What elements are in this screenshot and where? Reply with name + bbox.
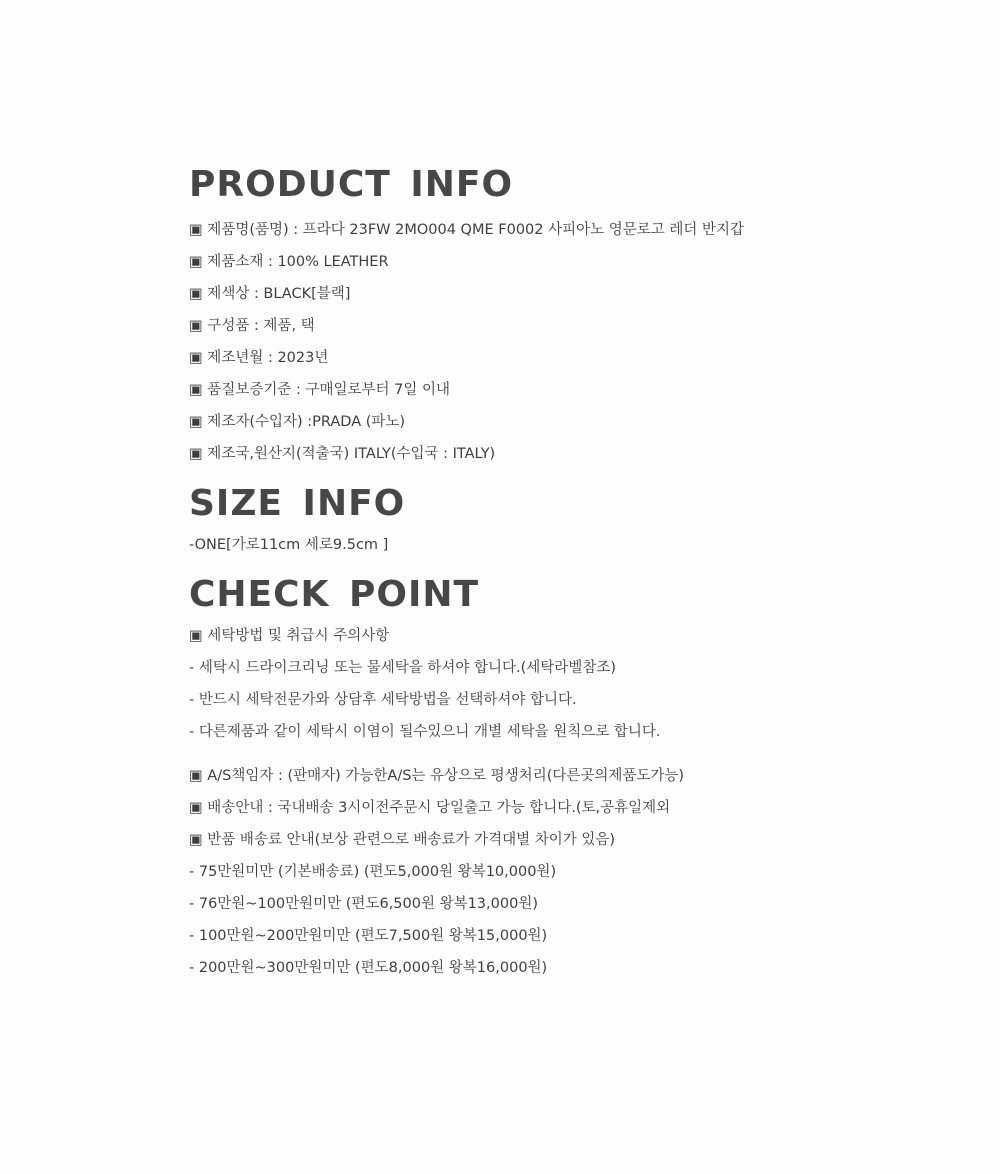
warranty-line: ▣ 품질보증기준 : 구매일로부터 7일 이내 [189, 382, 450, 398]
manufacture-date-line: ▣ 제조년월 : 2023년 [189, 350, 329, 366]
washing-caution-line: - 세탁시 드라이크리닝 또는 물세탁을 하셔야 합니다.(세탁라벨참조) [189, 660, 616, 676]
size-info-heading: SIZE INFO [189, 483, 406, 524]
washing-caution-line: - 반드시 세탁전문가와 상담후 세탁방법을 선택하셔야 합니다. [189, 692, 577, 708]
material-line: ▣ 제품소재 : 100% LEATHER [189, 254, 389, 270]
manufacturer-line: ▣ 제조자(수입자) :PRADA (파노) [189, 414, 406, 430]
check-point-section [189, 570, 949, 984]
product-detail-content [189, 160, 949, 984]
return-fee-line: - 200만원~300만원미만 (편도8,000원 왕복16,000원) [189, 960, 548, 976]
color-line: ▣ 제색상 : BLACK[블랙] [189, 286, 351, 302]
return-fee-line: - 75만원미만 (기본배송료) (편도5,000원 왕복10,000원) [189, 864, 557, 880]
product-info-heading: PRODUCT INFO [189, 164, 514, 205]
product-info-section [189, 160, 949, 470]
size-info-section [189, 479, 949, 561]
check-point-heading: CHECK POINT [189, 574, 480, 615]
as-manager-line: ▣ A/S책임자 : (판매자) 가능한A/S는 유상으로 평생처리(다른곳의제품도가능) [189, 768, 685, 784]
product-name-line: ▣ 제품명(품명) : 프라다 23FW 2MO004 QME F0002 사피아노 영문로고 레더 반지갑 [189, 222, 745, 238]
return-shipping-title: ▣ 반품 배송료 안내(보상 관련으로 배송료가 가격대별 차이가 있음) [189, 832, 616, 848]
components-line: ▣ 구성품 : 제품, 택 [189, 318, 315, 334]
return-fee-line: - 100만원~200만원미만 (편도7,500원 왕복15,000원) [189, 928, 548, 944]
washing-caution-line: - 다른제품과 같이 세탁시 이염이 될수있으니 개별 세탁을 원칙으로 합니다. [189, 724, 661, 740]
size-line: -ONE[가로11cm 세로9.5cm ] [189, 537, 389, 553]
return-fee-line: - 76만원~100만원미만 (편도6,500원 왕복13,000원) [189, 896, 538, 912]
washing-caution-title: ▣ 세탁방법 및 취급시 주의사항 [189, 628, 390, 644]
origin-line: ▣ 제조국,원산지(적출국) ITALY(수입국 : ITALY) [189, 446, 496, 462]
shipping-info-line: ▣ 배송안내 : 국내배송 3시이전주문시 당일출고 가능 합니다.(토,공휴일제외 [189, 800, 671, 816]
